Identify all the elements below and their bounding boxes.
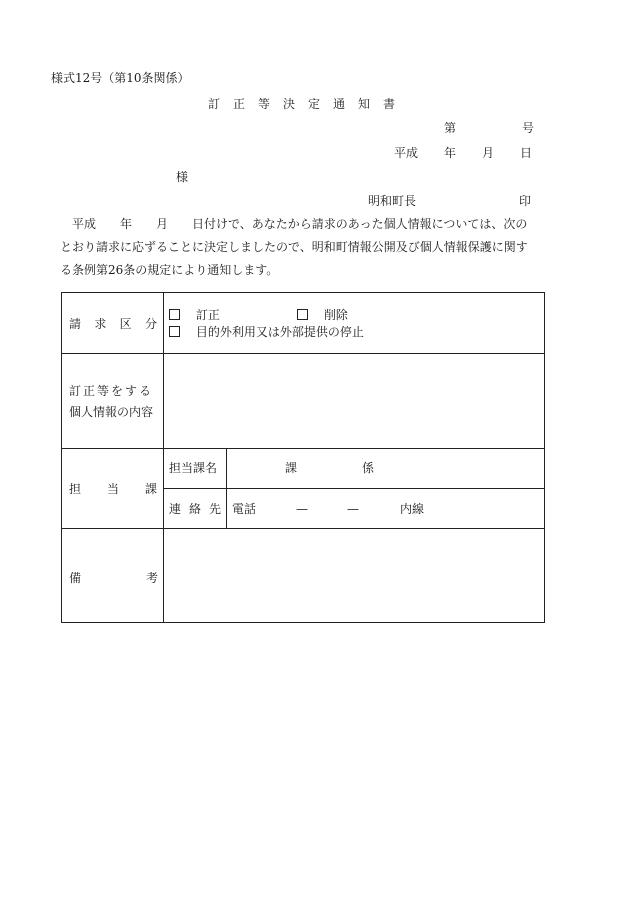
checkbox-icon: [169, 309, 180, 320]
extension-label: 内線: [400, 502, 425, 516]
table-divider: [163, 488, 545, 489]
contact-label: 連 絡 先: [169, 502, 221, 516]
request-type-label: 請 求 区 分: [69, 317, 157, 331]
form-number: 様式12号（第10条関係）: [51, 71, 190, 85]
remarks-label-2: 考: [146, 571, 159, 585]
option-deletion-label: 削除: [323, 308, 348, 322]
checkbox-icon: [169, 326, 180, 337]
seal-mark: 印: [519, 194, 532, 208]
issuer-name: 明和町長: [368, 194, 417, 208]
dept-kakari: 係: [362, 461, 375, 475]
option-deletion: [297, 308, 348, 322]
notice-body: [60, 213, 560, 282]
table-divider: [62, 448, 545, 449]
dept-name-label: 担当課名: [169, 461, 218, 475]
department-label: 担 当 課: [69, 482, 157, 496]
content-label-line2: 個人情報の内容: [69, 405, 154, 419]
decision-table: [61, 292, 545, 623]
notice-line: る条例第26条の規定により通知します。: [60, 263, 279, 277]
notice-line: 平成 年 月 日付けで、あなたから請求のあった個人情報については、次の: [60, 217, 528, 231]
remarks-label-1: 備: [69, 571, 82, 585]
dept-ka: 課: [285, 461, 298, 475]
page-title: 訂正等決定通知書: [208, 97, 409, 111]
date-month: 月: [482, 146, 495, 160]
number-dai: 第: [444, 121, 457, 135]
table-divider: [226, 448, 227, 528]
option-correction: [169, 308, 220, 322]
number-go: 号: [522, 121, 535, 135]
phone-label: 電話: [232, 502, 257, 516]
checkbox-icon: [297, 309, 308, 320]
option-suspension: [169, 325, 364, 339]
option-suspension-label: 目的外利用又は外部提供の停止: [195, 325, 364, 339]
content-label-line1: 訂正等をする: [69, 384, 154, 398]
addressee-suffix: 様: [176, 170, 189, 184]
table-divider: [163, 293, 164, 623]
phone-dash-2: —: [347, 502, 359, 516]
date-day: 日: [520, 146, 533, 160]
date-year: 年: [444, 146, 457, 160]
date-era: 平成: [394, 146, 419, 160]
phone-dash-1: —: [296, 502, 308, 516]
table-divider: [62, 528, 545, 529]
notice-line: とおり請求に応ずることに決定しましたので、明和町情報公開及び個人情報保護に関す: [60, 240, 528, 254]
table-divider: [62, 353, 545, 354]
option-correction-label: 訂正: [195, 308, 220, 322]
